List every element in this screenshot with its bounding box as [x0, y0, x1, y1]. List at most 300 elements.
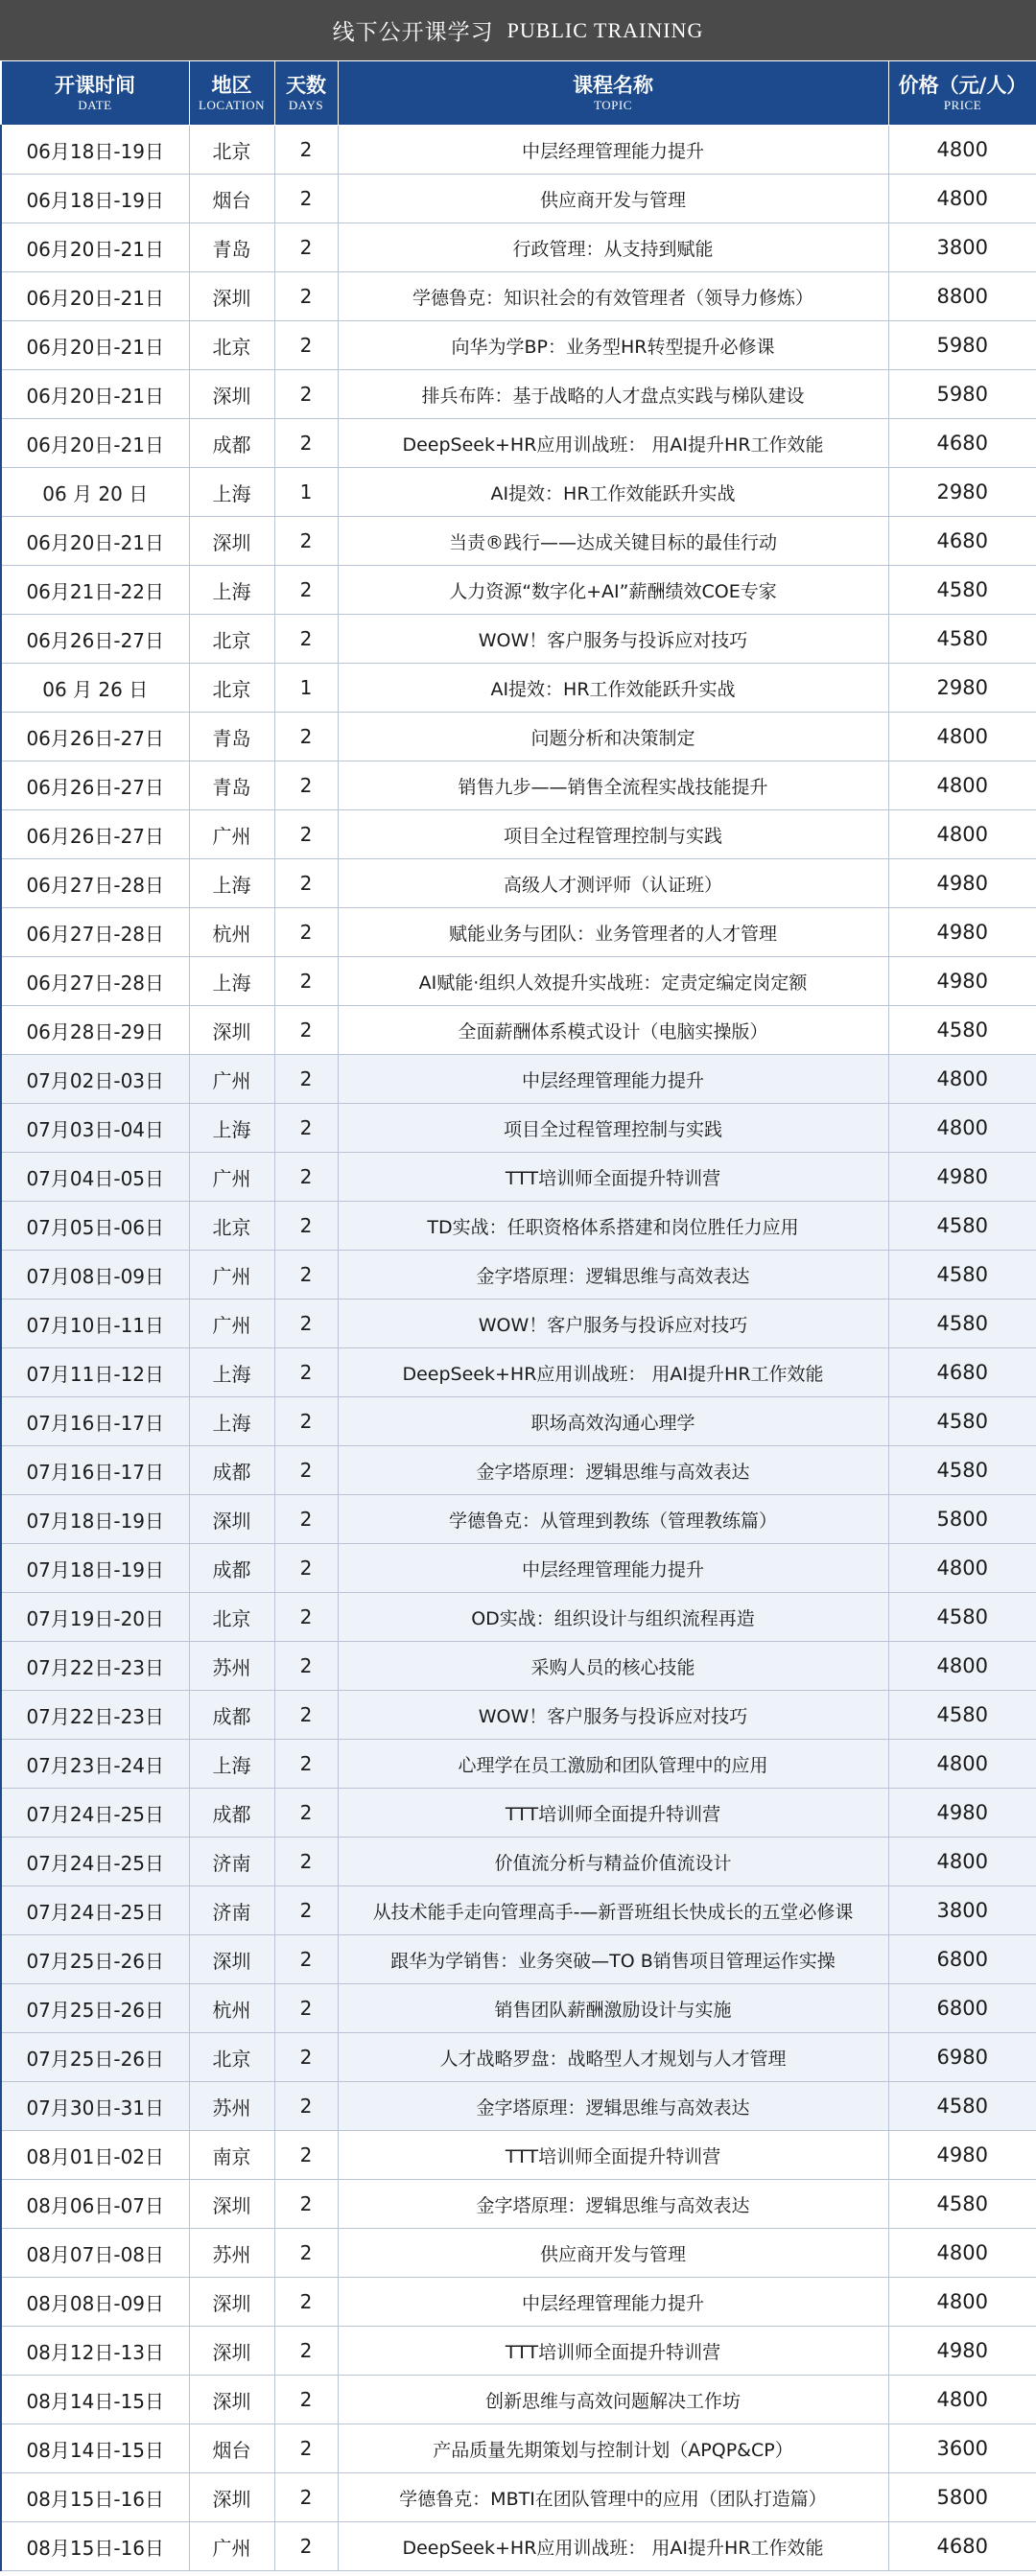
date-cell: 07月25日-26日	[1, 2033, 189, 2082]
price-cell: 4800	[888, 2229, 1036, 2278]
days-cell: 2	[274, 908, 338, 957]
date-cell: 06月26日-27日	[1, 761, 189, 810]
price-cell: 4800	[888, 1642, 1036, 1691]
location-cell: 深圳	[189, 2473, 274, 2522]
price-cell: 4800	[888, 2376, 1036, 2424]
days-cell: 2	[274, 1740, 338, 1789]
days-cell: 2	[274, 1838, 338, 1886]
price-cell: 4680	[888, 419, 1036, 468]
price-cell: 3600	[888, 2424, 1036, 2473]
topic-cell: 中层经理管理能力提升	[338, 2278, 888, 2327]
location-cell: 上海	[189, 1348, 274, 1397]
price-cell: 5800	[888, 1495, 1036, 1544]
table-row	[1, 1251, 1036, 1300]
price-cell: 4800	[888, 175, 1036, 223]
date-cell: 07月16日-17日	[1, 1446, 189, 1495]
location-cell: 广州	[189, 1153, 274, 1202]
topic-cell: 向华为学BP：业务型HR转型提升必修课	[338, 321, 888, 370]
price-cell: 4800	[888, 1740, 1036, 1789]
location-cell: 深圳	[189, 2278, 274, 2327]
topic-cell: OD实战：组织设计与组织流程再造	[338, 1593, 888, 1642]
column-header-en: TOPIC	[594, 98, 632, 112]
table-row	[1, 2082, 1036, 2131]
location-cell: 成都	[189, 419, 274, 468]
table-row	[1, 175, 1036, 223]
location-cell: 广州	[189, 1055, 274, 1104]
date-cell: 07月18日-19日	[1, 1544, 189, 1593]
location-cell: 北京	[189, 126, 274, 175]
days-cell: 2	[274, 1202, 338, 1251]
days-cell: 2	[274, 1593, 338, 1642]
location-cell: 济南	[189, 1886, 274, 1935]
date-cell: 07月19日-20日	[1, 1593, 189, 1642]
date-cell: 07月22日-23日	[1, 1642, 189, 1691]
price-cell: 5980	[888, 370, 1036, 419]
table-row	[1, 1935, 1036, 1984]
days-cell: 2	[274, 2424, 338, 2473]
days-cell: 2	[274, 1055, 338, 1104]
location-cell: 苏州	[189, 1642, 274, 1691]
topic-cell: AI提效：HR工作效能跃升实战	[338, 468, 888, 517]
location-cell: 深圳	[189, 1006, 274, 1055]
location-cell: 北京	[189, 2033, 274, 2082]
table-row	[1, 2376, 1036, 2424]
days-cell: 1	[274, 468, 338, 517]
topic-cell: TD实战：任职资格体系搭建和岗位胜任力应用	[338, 1202, 888, 1251]
date-cell: 06月18日-19日	[1, 175, 189, 223]
price-cell: 4580	[888, 1202, 1036, 1251]
price-cell: 4800	[888, 1838, 1036, 1886]
topic-cell: 金字塔原理：逻辑思维与高效表达	[338, 1251, 888, 1300]
table-row	[1, 713, 1036, 761]
date-cell: 06月18日-19日	[1, 126, 189, 175]
date-cell: 07月24日-25日	[1, 1886, 189, 1935]
price-cell: 4580	[888, 1397, 1036, 1446]
price-cell: 4980	[888, 908, 1036, 957]
topic-cell: 金字塔原理：逻辑思维与高效表达	[338, 2082, 888, 2131]
location-cell: 深圳	[189, 272, 274, 321]
price-cell: 4980	[888, 2327, 1036, 2376]
column-header-cn: 天数	[286, 74, 326, 97]
table-row	[1, 1642, 1036, 1691]
location-cell: 深圳	[189, 1935, 274, 1984]
price-cell: 6800	[888, 1935, 1036, 1984]
days-cell: 2	[274, 126, 338, 175]
topic-cell: 学德鲁克：知识社会的有效管理者（领导力修炼）	[338, 272, 888, 321]
topic-cell: 行政管理：从支持到赋能	[338, 223, 888, 272]
date-cell: 06月26日-27日	[1, 810, 189, 859]
price-cell: 4980	[888, 1153, 1036, 1202]
days-cell: 2	[274, 2229, 338, 2278]
topic-cell: 人才战略罗盘：战略型人才规划与人才管理	[338, 2033, 888, 2082]
table-row	[1, 2033, 1036, 2082]
days-cell: 2	[274, 1886, 338, 1935]
location-cell: 成都	[189, 1691, 274, 1740]
days-cell: 2	[274, 761, 338, 810]
days-cell: 2	[274, 2327, 338, 2376]
table-row	[1, 1691, 1036, 1740]
location-cell: 上海	[189, 1104, 274, 1153]
price-cell: 4580	[888, 2180, 1036, 2229]
location-cell: 成都	[189, 1446, 274, 1495]
date-cell: 06 月 26 日	[1, 664, 189, 713]
date-cell: 06月26日-27日	[1, 713, 189, 761]
column-header-price	[888, 61, 1036, 126]
location-cell: 深圳	[189, 1495, 274, 1544]
date-cell: 07月10日-11日	[1, 1300, 189, 1348]
days-cell: 2	[274, 859, 338, 908]
table-row	[1, 1006, 1036, 1055]
topic-cell: 产品质量先期策划与控制计划（APQP&CP）	[338, 2424, 888, 2473]
table-row	[1, 908, 1036, 957]
table-row	[1, 664, 1036, 713]
date-cell: 07月03日-04日	[1, 1104, 189, 1153]
price-cell: 2980	[888, 664, 1036, 713]
location-cell: 广州	[189, 1251, 274, 1300]
days-cell: 2	[274, 1984, 338, 2033]
price-cell: 4800	[888, 810, 1036, 859]
days-cell: 2	[274, 272, 338, 321]
price-cell: 6800	[888, 1984, 1036, 2033]
table-row	[1, 223, 1036, 272]
table-row	[1, 1886, 1036, 1935]
days-cell: 2	[274, 2082, 338, 2131]
table-row	[1, 321, 1036, 370]
table-row	[1, 2180, 1036, 2229]
days-cell: 2	[274, 419, 338, 468]
column-header-location	[189, 61, 274, 126]
column-header-date	[1, 61, 189, 126]
topic-cell: 项目全过程管理控制与实践	[338, 1104, 888, 1153]
table-row	[1, 2229, 1036, 2278]
table-row	[1, 1740, 1036, 1789]
price-cell: 4580	[888, 1691, 1036, 1740]
days-cell: 2	[274, 1789, 338, 1838]
days-cell: 2	[274, 223, 338, 272]
location-cell: 北京	[189, 1593, 274, 1642]
location-cell: 成都	[189, 1544, 274, 1593]
topic-cell: 从技术能手走向管理高手-—新晋班组长快成长的五堂必修课	[338, 1886, 888, 1935]
price-cell: 4800	[888, 1055, 1036, 1104]
price-cell: 4580	[888, 1006, 1036, 1055]
date-cell: 08月15日-16日	[1, 2473, 189, 2522]
column-header-cn: 课程名称	[573, 74, 653, 97]
topic-cell: TTT培训师全面提升特训营	[338, 2327, 888, 2376]
date-cell: 07月25日-26日	[1, 1935, 189, 1984]
topic-cell: 中层经理管理能力提升	[338, 126, 888, 175]
price-cell: 4580	[888, 1593, 1036, 1642]
table-row	[1, 2473, 1036, 2522]
topic-cell: WOW！客户服务与投诉应对技巧	[338, 1691, 888, 1740]
date-cell: 06月20日-21日	[1, 370, 189, 419]
table-row	[1, 1446, 1036, 1495]
topic-cell: AI提效：HR工作效能跃升实战	[338, 664, 888, 713]
days-cell: 2	[274, 1300, 338, 1348]
location-cell: 深圳	[189, 370, 274, 419]
days-cell: 2	[274, 321, 338, 370]
topic-cell: 中层经理管理能力提升	[338, 1055, 888, 1104]
location-cell: 深圳	[189, 2327, 274, 2376]
days-cell: 2	[274, 1691, 338, 1740]
topic-cell: WOW！客户服务与投诉应对技巧	[338, 1300, 888, 1348]
topic-cell: 全面薪酬体系模式设计（电脑实操版）	[338, 1006, 888, 1055]
price-cell: 3800	[888, 1886, 1036, 1935]
table-row	[1, 2278, 1036, 2327]
days-cell: 2	[274, 1153, 338, 1202]
price-cell: 4980	[888, 957, 1036, 1006]
price-cell: 4800	[888, 1544, 1036, 1593]
location-cell: 苏州	[189, 2229, 274, 2278]
date-cell: 07月23日-24日	[1, 1740, 189, 1789]
price-cell: 4580	[888, 1251, 1036, 1300]
days-cell: 2	[274, 175, 338, 223]
price-cell: 4980	[888, 1789, 1036, 1838]
price-cell: 4980	[888, 2131, 1036, 2180]
topic-cell: DeepSeek+HR应用训战班： 用AI提升HR工作效能	[338, 2522, 888, 2571]
column-header-en: LOCATION	[199, 98, 265, 112]
location-cell: 北京	[189, 321, 274, 370]
price-cell: 4680	[888, 1348, 1036, 1397]
price-cell: 4800	[888, 761, 1036, 810]
location-cell: 上海	[189, 566, 274, 615]
table-row	[1, 2327, 1036, 2376]
topic-cell: 心理学在员工激励和团队管理中的应用	[338, 1740, 888, 1789]
topic-cell: 中层经理管理能力提升	[338, 1544, 888, 1593]
price-cell: 4580	[888, 1446, 1036, 1495]
topic-cell: 金字塔原理：逻辑思维与高效表达	[338, 1446, 888, 1495]
location-cell: 烟台	[189, 2424, 274, 2473]
location-cell: 杭州	[189, 908, 274, 957]
topic-cell: 职场高效沟通心理学	[338, 1397, 888, 1446]
price-cell: 3800	[888, 223, 1036, 272]
price-cell: 4580	[888, 2082, 1036, 2131]
topic-cell: 供应商开发与管理	[338, 175, 888, 223]
days-cell: 2	[274, 1935, 338, 1984]
days-cell: 2	[274, 2522, 338, 2571]
date-cell: 07月16日-17日	[1, 1397, 189, 1446]
date-cell: 07月30日-31日	[1, 2082, 189, 2131]
date-cell: 08月12日-13日	[1, 2327, 189, 2376]
table-row	[1, 1300, 1036, 1348]
topic-cell: 价值流分析与精益价值流设计	[338, 1838, 888, 1886]
column-header-en: DATE	[78, 98, 112, 112]
date-cell: 07月24日-25日	[1, 1789, 189, 1838]
price-cell: 4680	[888, 2522, 1036, 2571]
topic-cell: AI赋能·组织人效提升实战班：定责定编定岗定额	[338, 957, 888, 1006]
topic-cell: 排兵布阵：基于战略的人才盘点实践与梯队建设	[338, 370, 888, 419]
date-cell: 08月14日-15日	[1, 2376, 189, 2424]
table-row	[1, 1153, 1036, 1202]
column-header-en: PRICE	[943, 98, 982, 112]
topic-cell: 销售九步——销售全流程实战技能提升	[338, 761, 888, 810]
date-cell: 06月27日-28日	[1, 859, 189, 908]
date-cell: 07月18日-19日	[1, 1495, 189, 1544]
days-cell: 2	[274, 370, 338, 419]
topic-cell: 高级人才测评师（认证班）	[338, 859, 888, 908]
table-row	[1, 810, 1036, 859]
topic-cell: 学德鲁克：从管理到教练（管理教练篇）	[338, 1495, 888, 1544]
topic-cell: 学德鲁克：MBTI在团队管理中的应用（团队打造篇）	[338, 2473, 888, 2522]
date-cell: 06月20日-21日	[1, 272, 189, 321]
table-row	[1, 1544, 1036, 1593]
topic-cell: 采购人员的核心技能	[338, 1642, 888, 1691]
column-header-days	[274, 61, 338, 126]
topic-cell: 销售团队薪酬激励设计与实施	[338, 1984, 888, 2033]
table-row	[1, 859, 1036, 908]
table-row	[1, 370, 1036, 419]
location-cell: 北京	[189, 664, 274, 713]
days-cell: 2	[274, 1446, 338, 1495]
table-row	[1, 1055, 1036, 1104]
location-cell: 上海	[189, 859, 274, 908]
column-header-cn: 开课时间	[55, 74, 135, 97]
table-row	[1, 419, 1036, 468]
days-cell: 2	[274, 2131, 338, 2180]
date-cell: 06月27日-28日	[1, 908, 189, 957]
date-cell: 06月28日-29日	[1, 1006, 189, 1055]
days-cell: 2	[274, 1104, 338, 1153]
days-cell: 2	[274, 1642, 338, 1691]
date-cell: 07月25日-26日	[1, 1984, 189, 2033]
date-cell: 06月20日-21日	[1, 419, 189, 468]
topic-cell: TTT培训师全面提升特训营	[338, 2131, 888, 2180]
location-cell: 深圳	[189, 517, 274, 566]
date-cell: 06月20日-21日	[1, 321, 189, 370]
topic-cell: 供应商开发与管理	[338, 2229, 888, 2278]
location-cell: 上海	[189, 957, 274, 1006]
table-row	[1, 517, 1036, 566]
location-cell: 济南	[189, 1838, 274, 1886]
days-cell: 2	[274, 1348, 338, 1397]
days-cell: 2	[274, 566, 338, 615]
price-cell: 4800	[888, 1104, 1036, 1153]
days-cell: 2	[274, 615, 338, 664]
date-cell: 08月01日-02日	[1, 2131, 189, 2180]
table-row	[1, 2522, 1036, 2571]
location-cell: 苏州	[189, 2082, 274, 2131]
days-cell: 2	[274, 1397, 338, 1446]
table-header	[1, 61, 1036, 126]
date-cell: 07月22日-23日	[1, 1691, 189, 1740]
topic-cell: 问题分析和决策制定	[338, 713, 888, 761]
table-row	[1, 1397, 1036, 1446]
date-cell: 06月26日-27日	[1, 615, 189, 664]
price-cell: 5800	[888, 2473, 1036, 2522]
date-cell: 06月27日-28日	[1, 957, 189, 1006]
table-row	[1, 1789, 1036, 1838]
column-header-cn: 价格（元/人）	[898, 74, 1027, 97]
table-row	[1, 1104, 1036, 1153]
table-row	[1, 566, 1036, 615]
price-cell: 6980	[888, 2033, 1036, 2082]
location-cell: 成都	[189, 1789, 274, 1838]
days-cell: 2	[274, 957, 338, 1006]
topic-cell: 金字塔原理：逻辑思维与高效表达	[338, 2180, 888, 2229]
column-header-en: DAYS	[288, 98, 324, 112]
date-cell: 07月02日-03日	[1, 1055, 189, 1104]
table-row	[1, 272, 1036, 321]
days-cell: 2	[274, 2180, 338, 2229]
topic-cell: TTT培训师全面提升特训营	[338, 1153, 888, 1202]
table-row	[1, 1984, 1036, 2033]
days-cell: 2	[274, 1495, 338, 1544]
title-en: PUBLIC TRAINING	[506, 17, 704, 42]
table-row	[1, 761, 1036, 810]
table-row	[1, 1348, 1036, 1397]
table-row	[1, 1495, 1036, 1544]
column-header-cn: 地区	[211, 74, 252, 97]
table-row	[1, 957, 1036, 1006]
topic-cell: 项目全过程管理控制与实践	[338, 810, 888, 859]
topic-cell: DeepSeek+HR应用训战班： 用AI提升HR工作效能	[338, 1348, 888, 1397]
page-title	[0, 0, 1036, 60]
topic-cell: TTT培训师全面提升特训营	[338, 1789, 888, 1838]
days-cell: 2	[274, 2473, 338, 2522]
days-cell: 2	[274, 713, 338, 761]
location-cell: 上海	[189, 468, 274, 517]
price-cell: 4580	[888, 1300, 1036, 1348]
topic-cell: 创新思维与高效问题解决工作坊	[338, 2376, 888, 2424]
table-body	[1, 126, 1036, 2571]
topic-cell: WOW！客户服务与投诉应对技巧	[338, 615, 888, 664]
days-cell: 2	[274, 1251, 338, 1300]
date-cell: 07月24日-25日	[1, 1838, 189, 1886]
days-cell: 2	[274, 2033, 338, 2082]
price-cell: 4680	[888, 517, 1036, 566]
location-cell: 北京	[189, 1202, 274, 1251]
table-row	[1, 2131, 1036, 2180]
topic-cell: 人力资源“数字化+AI”薪酬绩效COE专家	[338, 566, 888, 615]
price-cell: 4800	[888, 2278, 1036, 2327]
location-cell: 上海	[189, 1397, 274, 1446]
price-cell: 4580	[888, 615, 1036, 664]
training-schedule-table	[0, 60, 1036, 2571]
days-cell: 2	[274, 810, 338, 859]
price-cell: 8800	[888, 272, 1036, 321]
price-cell: 4980	[888, 859, 1036, 908]
date-cell: 08月15日-16日	[1, 2522, 189, 2571]
date-cell: 07月05日-06日	[1, 1202, 189, 1251]
table-row	[1, 468, 1036, 517]
days-cell: 2	[274, 2376, 338, 2424]
topic-cell: 当责®践行——达成关键目标的最佳行动	[338, 517, 888, 566]
date-cell: 06月20日-21日	[1, 223, 189, 272]
days-cell: 2	[274, 517, 338, 566]
location-cell: 杭州	[189, 1984, 274, 2033]
location-cell: 广州	[189, 810, 274, 859]
location-cell: 烟台	[189, 175, 274, 223]
location-cell: 青岛	[189, 223, 274, 272]
location-cell: 上海	[189, 1740, 274, 1789]
date-cell: 07月08日-09日	[1, 1251, 189, 1300]
date-cell: 08月08日-09日	[1, 2278, 189, 2327]
date-cell: 07月11日-12日	[1, 1348, 189, 1397]
title-cn: 线下公开课学习	[332, 20, 494, 45]
location-cell: 深圳	[189, 2376, 274, 2424]
topic-cell: 跟华为学销售：业务突破—TO B销售项目管理运作实操	[338, 1935, 888, 1984]
date-cell: 06月20日-21日	[1, 517, 189, 566]
topic-cell: DeepSeek+HR应用训战班： 用AI提升HR工作效能	[338, 419, 888, 468]
date-cell: 07月04日-05日	[1, 1153, 189, 1202]
price-cell: 4580	[888, 566, 1036, 615]
location-cell: 深圳	[189, 2180, 274, 2229]
price-cell: 4800	[888, 126, 1036, 175]
days-cell: 2	[274, 1544, 338, 1593]
table-row	[1, 615, 1036, 664]
column-header-topic	[338, 61, 888, 126]
price-cell: 5980	[888, 321, 1036, 370]
date-cell: 08月07日-08日	[1, 2229, 189, 2278]
